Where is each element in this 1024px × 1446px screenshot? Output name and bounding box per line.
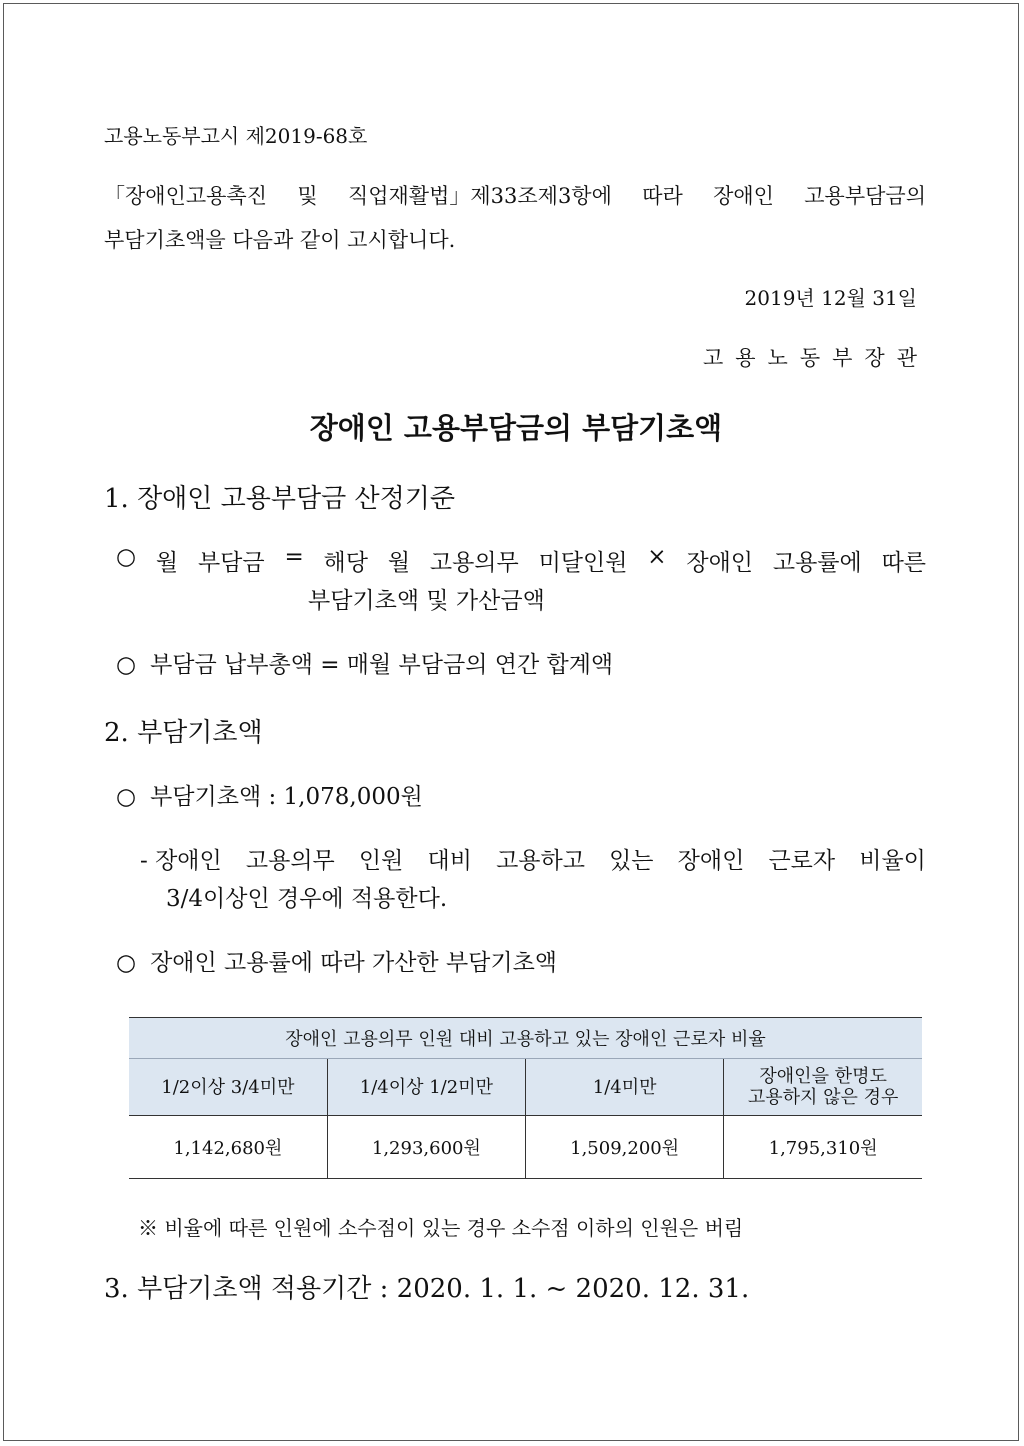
bullet-word: 장애인	[677, 848, 745, 874]
bullet-text: 장애인 고용률에 따라 가산한 부담기초액	[150, 950, 558, 976]
circle-bullet-icon: ○	[116, 544, 137, 570]
circle-bullet-icon: ○	[116, 950, 137, 976]
circle-bullet-icon: ○	[116, 784, 137, 810]
intro-word: 고용부담금의	[804, 184, 926, 208]
bullet-word: - 장애인	[140, 848, 222, 874]
footnote: ※ 비율에 따른 인원에 소수점이 있는 경우 소수점 이하의 인원은 버림	[138, 1216, 744, 1240]
table-column-header: 1/4미만	[526, 1059, 724, 1116]
bullet-word: =	[284, 544, 304, 570]
table-cell: 1,795,310원	[724, 1116, 922, 1179]
notice-date: 2019년 12월 31일	[744, 286, 917, 310]
section-1-heading: 1. 장애인 고용부담금 산정기준	[104, 484, 455, 514]
section-2-dash-1	[140, 842, 926, 875]
bullet-word: 월	[387, 550, 411, 576]
bullet-word: 월	[155, 550, 179, 576]
intro-line-2: 부담기초액을 다음과 같이 고시합니다.	[104, 228, 456, 252]
bullet-word: 비율이	[859, 848, 926, 874]
bullet-word: 따른	[881, 550, 926, 576]
intro-word: 및	[297, 184, 318, 208]
table-cell: 1,142,680원	[129, 1116, 327, 1179]
table-column-header-row	[129, 1059, 922, 1116]
bullet-word: 미달인원	[538, 550, 628, 576]
section-2-heading: 2. 부담기초액	[104, 718, 263, 748]
bullet-text: 부담기초액 : 1,078,000원	[150, 784, 423, 810]
rate-table	[129, 1017, 922, 1179]
section-2-bullet-1	[116, 778, 423, 811]
intro-word: 「장애인고용촉진	[104, 184, 268, 208]
intro-word: 장애인	[713, 184, 774, 208]
bullet-word: 있는	[609, 848, 654, 874]
section-1-bullet-1	[116, 544, 926, 577]
bullet-word: 고용의무	[245, 848, 335, 874]
document-title: 장애인 고용부담금의 부담기초액	[309, 411, 723, 445]
bullet-word: 고용의무	[429, 550, 519, 576]
circle-bullet-icon: ○	[116, 652, 137, 678]
bullet-word: 해당	[323, 550, 368, 576]
table-header-row	[129, 1018, 922, 1059]
table-column-header-line: 고용하지 않은 경우	[747, 1087, 899, 1108]
table-column-header-line: 장애인을 한명도	[759, 1066, 887, 1087]
document-page	[3, 3, 1019, 1441]
table-row	[129, 1116, 922, 1179]
bullet-word: 고용률에	[772, 550, 862, 576]
table-column-header: 1/2이상 3/4미만	[129, 1059, 327, 1116]
minister-signature: 고용노동부장관	[702, 346, 929, 370]
notice-number: 고용노동부고시 제2019-68호	[104, 124, 368, 148]
table-span-header: 장애인 고용의무 인원 대비 고용하고 있는 장애인 근로자 비율	[129, 1018, 922, 1059]
intro-line-1	[104, 180, 926, 210]
section-2-bullet-2	[116, 944, 557, 977]
section-3-heading: 3. 부담기초액 적용기간 : 2020. 1. 1. ~ 2020. 12. 31.	[104, 1274, 750, 1304]
bullet-text: 부담금 납부총액 = 매월 부담금의 연간 합계액	[150, 652, 614, 678]
section-2-dash-1-continued: 3/4이상인 경우에 적용한다.	[166, 886, 448, 912]
bullet-word: 고용하고	[496, 848, 585, 874]
bullet-word: ×	[647, 544, 667, 570]
bullet-word: 대비	[427, 848, 472, 874]
section-1-bullet-2	[116, 646, 613, 679]
bullet-word: 부담금	[197, 550, 265, 576]
table-cell: 1,509,200원	[526, 1116, 724, 1179]
table-cell: 1,293,600원	[327, 1116, 525, 1179]
bullet-word: 장애인	[686, 550, 754, 576]
table-column-header	[724, 1059, 922, 1116]
intro-word: 따라	[642, 184, 683, 208]
intro-word: 직업재활법」제33조제3항에	[347, 184, 612, 208]
bullet-word: 인원	[358, 848, 404, 874]
table-column-header: 1/4이상 1/2미만	[327, 1059, 525, 1116]
bullet-word: 근로자	[768, 848, 836, 874]
section-1-bullet-1-continued: 부담기초액 및 가산금액	[308, 588, 545, 614]
